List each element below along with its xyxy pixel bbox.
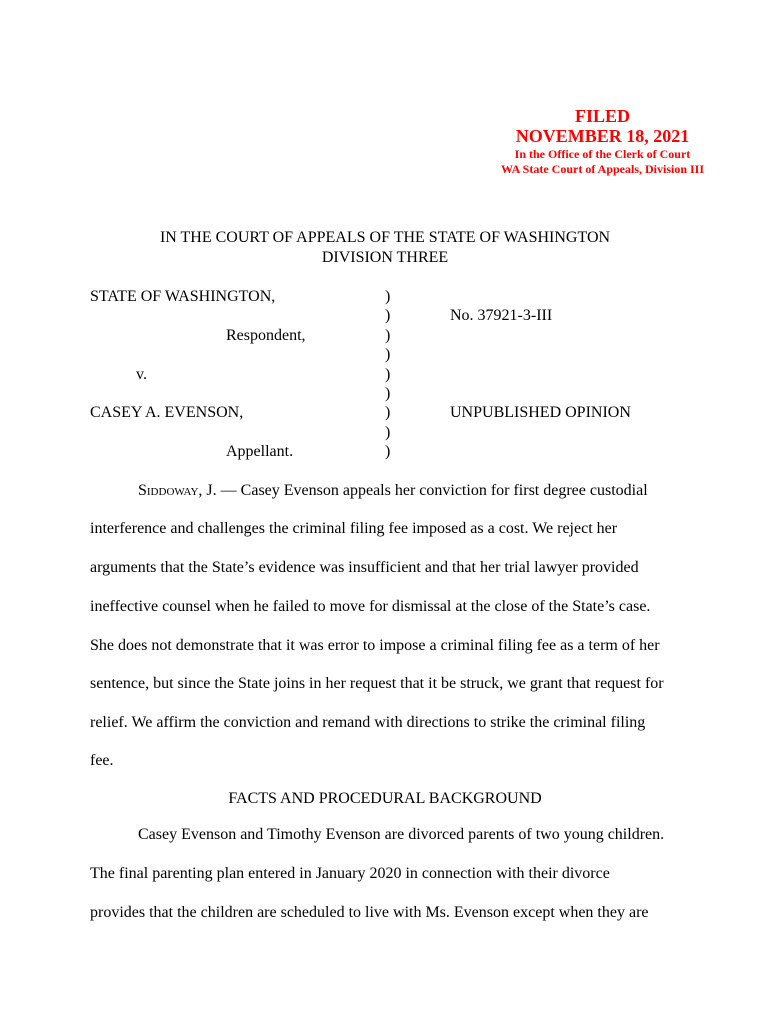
author-name: Siddoway, J.: [138, 482, 217, 499]
stamp-line-1: In the Office of the Clerk of Court: [514, 147, 691, 161]
party-appellant-name: CASEY A. EVENSON,: [90, 404, 244, 421]
caption-paren: ): [385, 443, 391, 460]
body-line: fee.: [90, 752, 114, 769]
caption-paren: ): [385, 327, 391, 344]
case-number: No. 37921-3-III: [450, 307, 553, 324]
body-line: interference and challenges the criminal filing fee imposed as a cost. We reject her: [90, 520, 618, 537]
court-heading: IN THE COURT OF APPEALS OF THE STATE OF WASHINGTON: [159, 229, 611, 246]
caption-paren: ): [385, 385, 391, 402]
body-line: The final parenting plan entered in January 2020 in connection with their divorce: [90, 865, 610, 882]
body-line: relief. We affirm the conviction and remand with directions to strike the criminal filing: [90, 714, 646, 731]
body-line: ineffective counsel when he failed to move for dismissal at the close of the State’s case.: [90, 598, 651, 615]
stamp-date: NOVEMBER 18, 2021: [515, 126, 690, 146]
stamp-filed: FILED: [574, 106, 630, 126]
body-line: arguments that the State’s evidence was insufficient and that her trial lawyer provided: [90, 559, 639, 576]
stamp-line-2: WA State Court of Appeals, Division III: [500, 162, 705, 176]
body-line-1-rest: — Casey Evenson appeals her conviction for first degree custodial: [216, 482, 648, 499]
body-line: She does not demonstrate that it was error to impose a criminal filing fee as a term of her: [90, 637, 660, 654]
caption-paren: ): [385, 288, 391, 305]
division-heading: DIVISION THREE: [321, 249, 449, 266]
body-line: sentence, but since the State joins in her request that it be struck, we grant that request for: [90, 675, 664, 692]
party-appellant-role: Appellant.: [226, 443, 294, 460]
caption-paren: ): [385, 346, 391, 363]
body-line: provides that the children are scheduled to live with Ms. Evenson except when they are: [90, 904, 649, 921]
caption-paren: ): [385, 424, 391, 441]
party-respondent-role: Respondent,: [226, 327, 306, 344]
body-line: Casey Evenson and Timothy Evenson are divorced parents of two young children.: [138, 826, 665, 843]
caption-paren: ): [385, 366, 391, 383]
body-line-1: [138, 482, 648, 500]
versus-label: v.: [136, 366, 147, 383]
caption-paren: ): [385, 404, 391, 421]
opinion-type: UNPUBLISHED OPINION: [450, 404, 631, 421]
party-respondent-name: STATE OF WASHINGTON,: [90, 288, 276, 305]
caption-paren: ): [385, 307, 391, 324]
section-heading: FACTS AND PROCEDURAL BACKGROUND: [228, 790, 542, 807]
